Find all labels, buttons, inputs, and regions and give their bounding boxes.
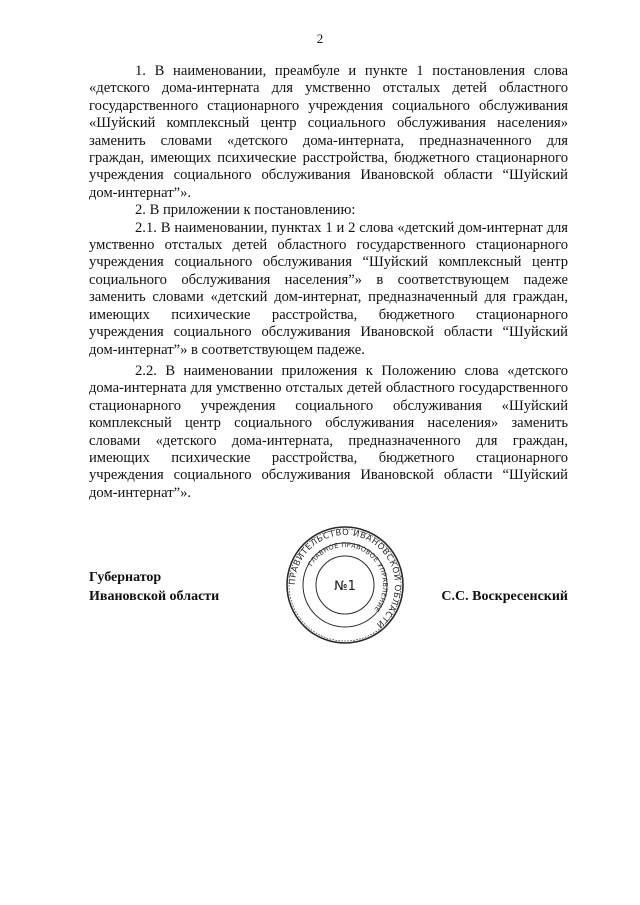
official-seal [285, 525, 405, 645]
paragraph-2-2: 2.2. В наименовании приложения к Положению слова «детского дома-интерната для умственно отсталых детей областного государственного стационарного учреждения социального обслуживания «Шуйский комплексный центр социального обслуживания населения» заменить словами «детского дома-интерната, предназначенного для граждан, имеющих психические расстройства, бюджетного стационарного учреждения социального обслуживания Ивановской области “Шуйский дом-интернат”». [89, 362, 568, 501]
page-number: 2 [316, 31, 324, 46]
signatory-title-line2: Ивановской области [89, 589, 220, 604]
seal-ring-text: ПРАВИТЕЛЬСТВО ИВАНОВСКОЙ ОБЛАСТИ [286, 526, 404, 631]
svg-text:ГЛАВНОЕ ПРАВОВОЕ УПРАВЛЕНИЕ [307, 541, 389, 613]
paragraph-2: 2. В приложении к постановлению: [135, 202, 356, 219]
signatory-title [89, 568, 219, 606]
document-body [89, 63, 568, 502]
paragraph-2-1: 2.1. В наименовании, пунктах 1 и 2 слова «детский дом-интернат для умственно отсталых детей областного государственного стационарного учреждения социального обслуживания “Шуйский комплексный центр социального обслуживания населения”» в соответствующем падеже заменить словами «детский дом-интернат, предназначенный для граждан, имеющих психические расстройства, бюджетного стационарного учреждения социального обслуживания Ивановской области “Шуйский дом-интернат”» в соответствующем падеже. [89, 219, 568, 358]
seal-number: №1 [334, 579, 356, 594]
seal-inner-text: ГЛАВНОЕ ПРАВОВОЕ УПРАВЛЕНИЕ [306, 540, 390, 614]
signatory-name: С.С. Воскресенский [441, 589, 568, 604]
paragraph-1: 1. В наименовании, преамбуле и пункте 1 постановления слова «детского дома-интерната для умственно отсталых детей областного государственного стационарного учреждения социального обслуживания «Шуйский комплексный центр социального обслуживания населения» заменить словами «детского дома-интерната, предназначенного для граждан, имеющих психические расстройства, бюджетного стационарного учреждения социального обслуживания Ивановской области “Шуйский дом-интернат”». [89, 63, 568, 201]
signatory-title-line1: Губернатор [89, 570, 162, 585]
